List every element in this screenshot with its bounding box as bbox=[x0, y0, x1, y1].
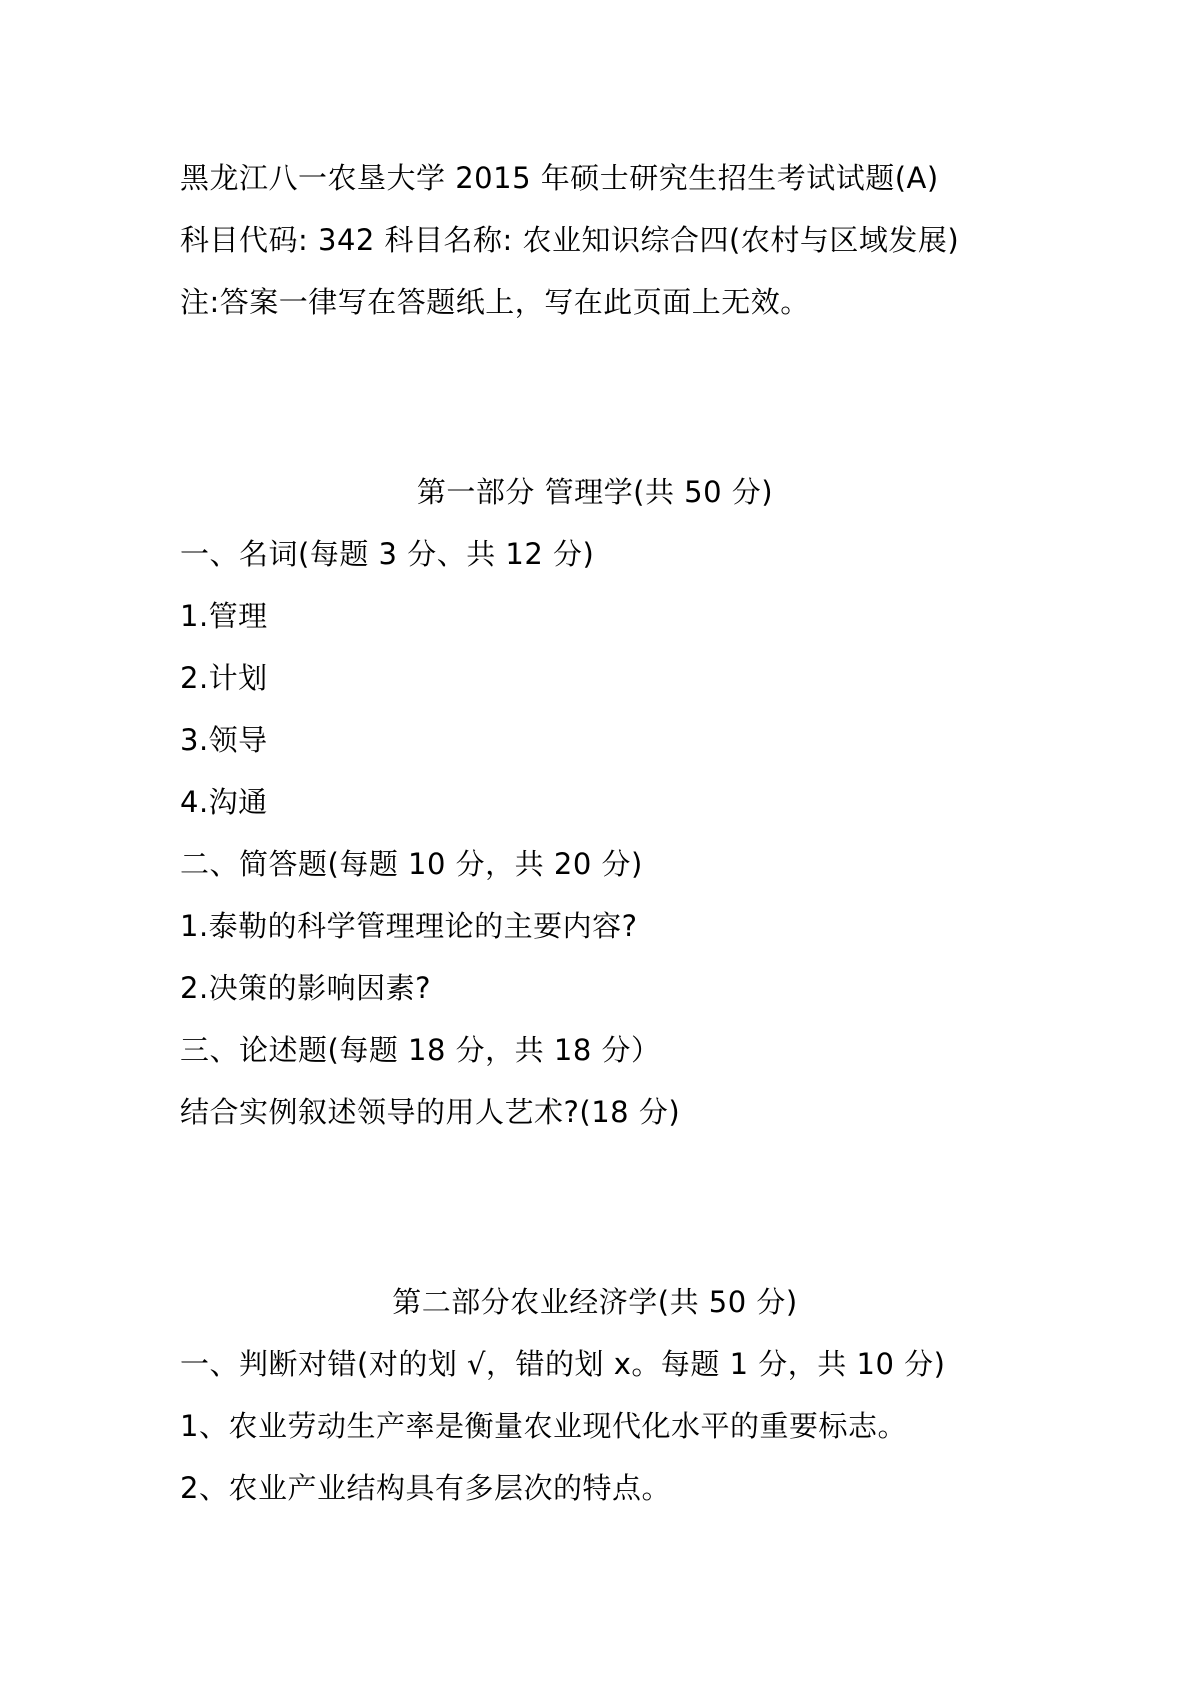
exam-title: 黑龙江八一农垦大学 2015 年硕士研究生招生考试试题(A) bbox=[180, 161, 939, 195]
part1-section3-heading: 三、论述题(每题 18 分，共 18 分） bbox=[180, 1033, 661, 1067]
list-item: 1.泰勒的科学管理理论的主要内容? bbox=[180, 909, 638, 943]
list-item: 1.管理 bbox=[180, 599, 268, 633]
part2-heading: 第二部分农业经济学(共 50 分) bbox=[392, 1285, 798, 1319]
list-item: 2.计划 bbox=[180, 661, 268, 695]
part2-section1-heading: 一、判断对错(对的划 √，错的划 x。每题 1 分，共 10 分) bbox=[180, 1347, 946, 1381]
list-item: 4.沟通 bbox=[180, 785, 268, 819]
part1-heading: 第一部分 管理学(共 50 分) bbox=[416, 475, 774, 509]
part1-section2-heading: 二、简答题(每题 10 分，共 20 分) bbox=[180, 847, 643, 881]
list-item: 2、农业产业结构具有多层次的特点。 bbox=[180, 1471, 671, 1505]
part1-section1-heading: 一、名词(每题 3 分、共 12 分) bbox=[180, 537, 595, 571]
exam-note: 注:答案一律写在答题纸上，写在此页面上无效。 bbox=[180, 285, 810, 319]
list-item: 1、农业劳动生产率是衡量农业现代化水平的重要标志。 bbox=[180, 1409, 907, 1443]
list-item: 3.领导 bbox=[180, 723, 268, 757]
subject-info: 科目代码: 342 科目名称: 农业知识综合四(农村与区域发展) bbox=[180, 223, 960, 257]
list-item: 2.决策的影响因素? bbox=[180, 971, 432, 1005]
list-item: 结合实例叙述领导的用人艺术?(18 分) bbox=[180, 1095, 681, 1129]
